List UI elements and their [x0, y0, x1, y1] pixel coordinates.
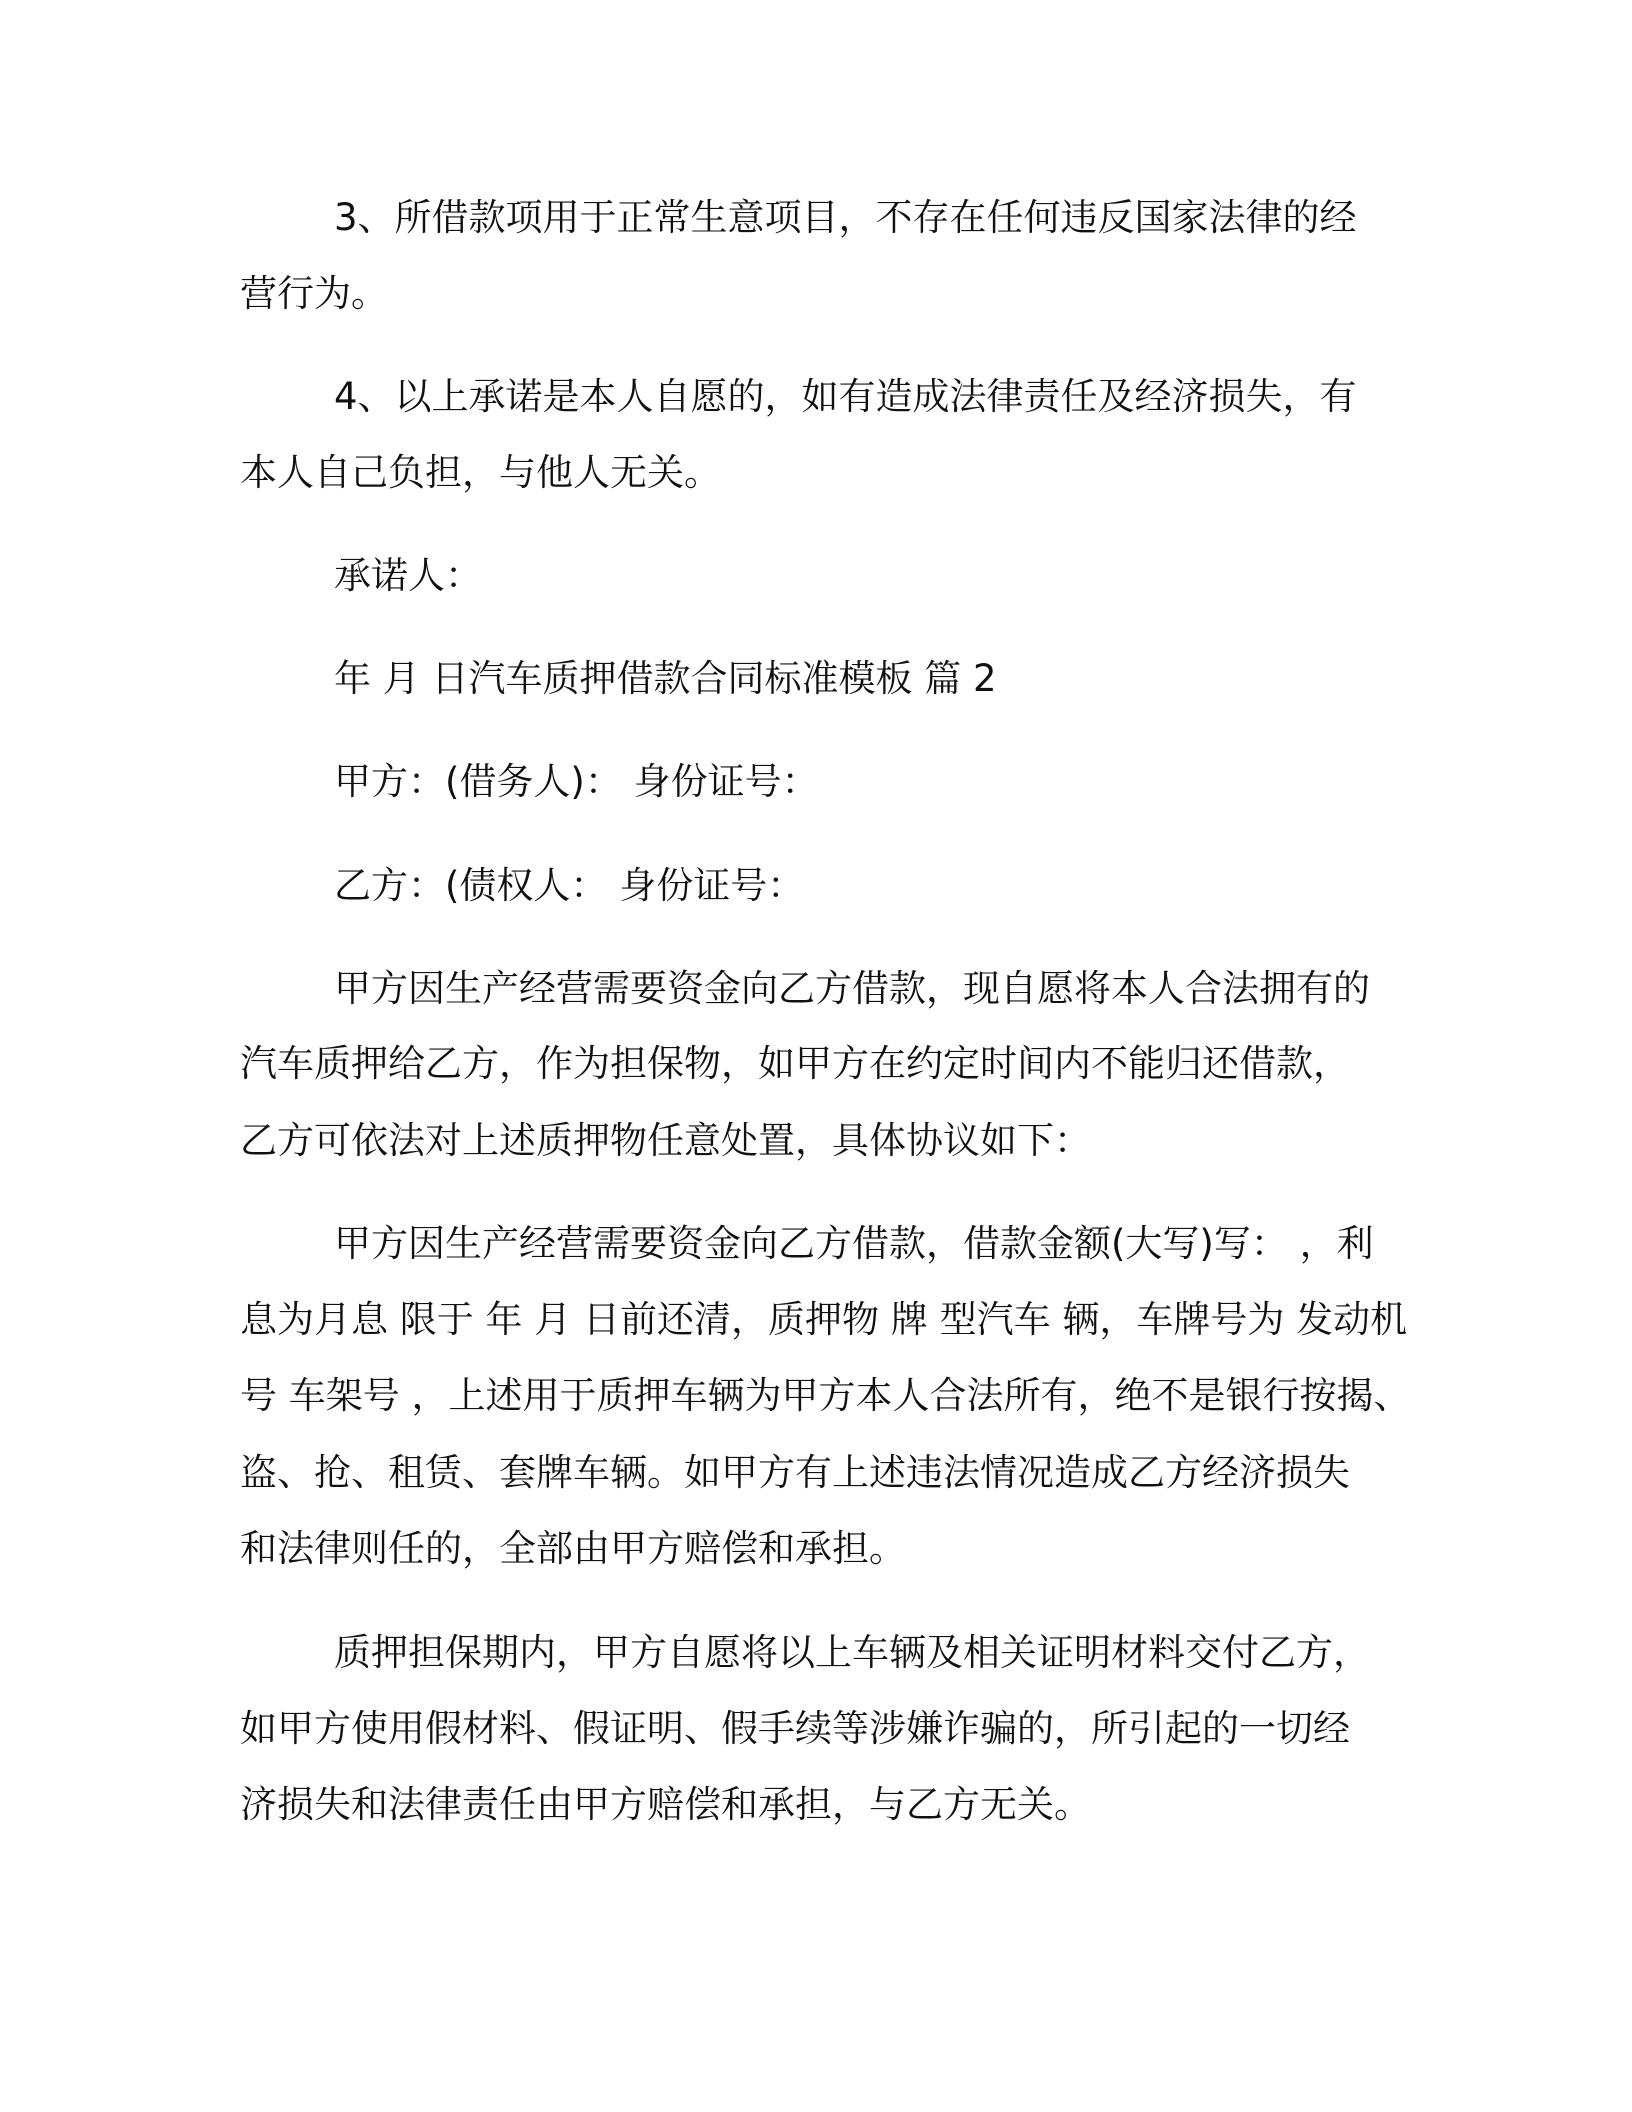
paragraph-guarantee-line-2: 如甲方使用假材料、假证明、假手续等涉嫌诈骗的，所引起的一切经	[240, 1707, 1350, 1750]
paragraph-loan-line-3: 号 车架号 ，上述用于质押车辆为甲方本人合法所有，绝不是银行按揭、	[240, 1374, 1411, 1417]
paragraph-3-line-2: 营行为。	[240, 272, 388, 315]
paragraph-intro-line-1: 甲方因生产经营需要资金向乙方借款，现自愿将本人合法拥有的	[334, 967, 1370, 1010]
paragraph-intro-line-3: 乙方可依法对上述质押物任意处置，具体协议如下：	[240, 1119, 1091, 1162]
paragraph-loan-line-1: 甲方因生产经营需要资金向乙方借款，借款金额(大写)写： ，利	[334, 1222, 1374, 1265]
paragraph-guarantee-line-1: 质押担保期内，甲方自愿将以上车辆及相关证明材料交付乙方，	[334, 1631, 1370, 1674]
paragraph-intro-line-2: 汽车质押给乙方，作为担保物，如甲方在约定时间内不能归还借款，	[240, 1042, 1350, 1085]
promisor-label: 承诺人：	[334, 554, 482, 597]
paragraph-guarantee-line-3: 济损失和法律责任由甲方赔偿和承担，与乙方无关。	[240, 1783, 1091, 1826]
paragraph-4-line-2: 本人自己负担，与他人无关。	[240, 451, 721, 494]
paragraph-4-line-1: 4、以上承诺是本人自愿的，如有造成法律责任及经济损失，有	[334, 375, 1357, 418]
paragraph-loan-line-2: 息为月息 限于 年 月 日前还清，质押物 牌 型汽车 辆，车牌号为 发动机	[240, 1298, 1408, 1341]
section-heading: 年 月 日汽车质押借款合同标准模板 篇 2	[334, 657, 997, 700]
party-b-line: 乙方：(债权人： 身份证号：	[334, 864, 805, 907]
party-a-line: 甲方：(借务人)： 身份证号：	[334, 760, 819, 803]
paragraph-3-line-1: 3、所借款项用于正常生意项目，不存在任何违反国家法律的经	[334, 196, 1357, 239]
paragraph-loan-line-5: 和法律则任的，全部由甲方赔偿和承担。	[240, 1527, 906, 1570]
paragraph-loan-line-4: 盗、抢、租赁、套牌车辆。如甲方有上述违法情况造成乙方经济损失	[240, 1451, 1350, 1494]
